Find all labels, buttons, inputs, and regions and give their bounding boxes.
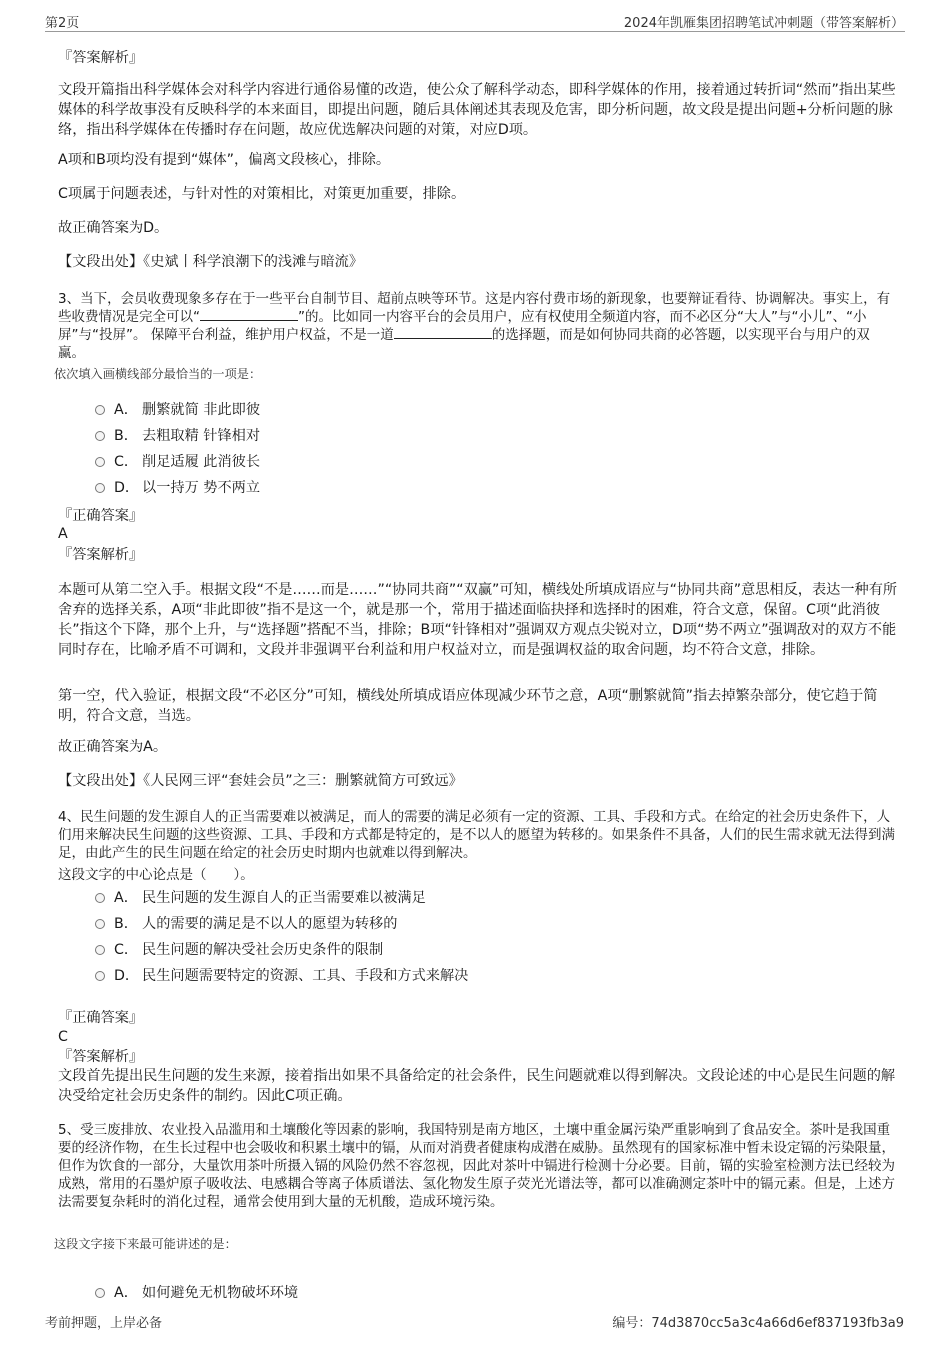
page-header (0, 0, 950, 32)
option-label: A． (114, 890, 138, 906)
q3-stem-part-3: 的选择题，而是如何协同共商的必答题，以实现平台与用户的双赢。 (58, 327, 870, 361)
option-label: C． (114, 454, 139, 470)
radio-icon[interactable] (95, 483, 105, 493)
radio-icon[interactable] (95, 431, 105, 441)
q2-analysis-p3: C项属于问题表述，与针对性的对策相比，对策更加重要，排除。 (58, 186, 466, 202)
option-text: 如何避免无机物破坏环境 (142, 1285, 299, 1301)
q3-analysis-p1: 本题可从第二空入手。根据文段“不是……而是……”“协同共商”“双赢”可知，横线处所填成语应与“协同共商”意思相反，表达一种有所舍弃的选择关系，A项“非此即彼”指不是这一个，就是那一个，常用于描述面临抉择和选择时的困难，符合文意，保留。C项“此消彼长”指这个下降，那个上升，与“选择题”搭配不当，排除；B项“针锋相对”强调双方观点尖锐对立，D项“势不两立”强调敌对的双方不能同时存在，比喻矛盾不可调和，文段并非强调平台利益和用户权益对立，而是强调权益的取舍问题，均不符合文意，排除。 (58, 582, 898, 658)
radio-icon[interactable] (95, 893, 105, 903)
q3-option-c[interactable] (95, 452, 260, 472)
q2-analysis-p1: 文段开篇指出科学媒体会对科学内容进行通俗易懂的改造，使公众了解科学动态，即科学媒体的作用，接着通过转折词“然而”指出某些媒体的科学故事没有反映科学的本来面目，即提出问题，随后具体阐述其表现及危害，即分析问题，故文段是提出问题+分析问题的脉络，指出科学媒体在传播时存在问题，故应优选解决问题的对策，对应D项。 (58, 82, 896, 138)
q3-stem-part-1: 3、当下，会员收费现象多存在于一些平台自制节目、超前点映等环节。这是内容付费市场的新现象，也要辩证看待、协调解决。事实上，有些收费情况是完全可以“ (58, 291, 891, 325)
option-label: C． (114, 942, 139, 958)
footer-document-id: 编号：74d3870cc5a3c4a66d6ef837193fb3a9 (612, 1316, 904, 1331)
q4-analysis-label: 『答案解析』 (58, 1049, 144, 1065)
q4-analysis-p1: 文段首先提出民生问题的发生来源，接着指出如果不具备给定的社会条件，民生问题就难以得到解决。文段论述的中心是民生问题的解决受给定社会历史条件的制约。因此C项正确。 (58, 1068, 896, 1104)
radio-icon[interactable] (95, 919, 105, 929)
radio-icon[interactable] (95, 457, 105, 467)
document-title: 2024年凯雁集团招聘笔试冲刺题（带答案解析） (623, 16, 904, 31)
q2-analysis-p4: 故正确答案为D。 (58, 220, 169, 236)
q3-analysis-label: 『答案解析』 (58, 547, 144, 563)
q5-option-a[interactable] (95, 1283, 298, 1303)
q4-option-c[interactable] (95, 940, 383, 960)
option-text: 民生问题的解决受社会历史条件的限制 (142, 942, 384, 958)
q4-option-a[interactable] (95, 888, 426, 908)
q3-option-b[interactable] (95, 426, 260, 446)
q3-answer-label: 『正确答案』 (58, 508, 144, 524)
q3-analysis-p3: 故正确答案为A。 (58, 739, 168, 755)
q4-answer-label: 『正确答案』 (58, 1010, 144, 1026)
q3-stem (58, 290, 896, 362)
q3-option-d[interactable] (95, 478, 260, 498)
q4-stem: 4、民生问题的发生源自人的正当需要难以被满足，而人的需要的满足必须有一定的资源、工具、手段和方式。在给定的社会历史条件下，人们用来解决民生问题的这些资源、工具、手段和方式都是特定的，是不以人的愿望为转移的。如果条件不具备，人们的民生需求就无法得到满足，由此产生的民生问题在给定的社会历史时期内也就难以得到解决。 (58, 809, 895, 861)
q3-option-a[interactable] (95, 400, 260, 420)
page-number: 第2页 (45, 16, 80, 31)
header-divider (45, 31, 905, 32)
q3-stem-part-2: ”的。比如同一内容平台的会员用户，应有权使用全频道内容，而不必区分“大人”与“小儿”、“小屏”与“投屏”。 保障平台利益，维护用户权益，不是一道 (58, 309, 867, 343)
option-text: 民生问题需要特定的资源、工具、手段和方式来解决 (142, 968, 469, 984)
option-text: 人的需要的满足是不以人的愿望为转移的 (142, 916, 398, 932)
option-label: D． (114, 480, 140, 496)
q4-prompt: 这段文字的中心论点是（ ）。 (58, 867, 254, 883)
q2-analysis-p2: A项和B项均没有提到“媒体”，偏离文段核心，排除。 (58, 152, 391, 168)
q4-option-b[interactable] (95, 914, 397, 934)
option-text: 去粗取精 针锋相对 (142, 428, 261, 444)
radio-icon[interactable] (95, 1288, 105, 1298)
option-label: B． (114, 428, 138, 444)
q3-blank-1 (200, 308, 298, 321)
option-label: D． (114, 968, 140, 984)
option-label: A． (114, 402, 138, 418)
option-text: 以一持万 势不两立 (142, 480, 261, 496)
q2-source: 【文段出处】《史斌丨科学浪潮下的浅滩与暗流》 (58, 254, 364, 270)
q3-answer: A (58, 526, 68, 542)
radio-icon[interactable] (95, 945, 105, 955)
q3-source: 【文段出处】《人民网三评“套娃会员”之三：删繁就简方可致远》 (58, 773, 463, 789)
q4-answer: C (58, 1029, 68, 1045)
q3-analysis-p2: 第一空，代入验证，根据文段“不必区分”可知，横线处所填成语应体现减少环节之意，A项“删繁就简”指去掉繁杂部分，使它趋于简明，符合文意，当选。 (58, 688, 878, 724)
q3-blank-2 (394, 326, 492, 339)
footer-slogan: 考前押题，上岸必备 (45, 1316, 163, 1331)
option-label: A． (114, 1285, 138, 1301)
q5-prompt: 这段文字接下来最可能讲述的是： (54, 1237, 237, 1251)
q2-analysis-label: 『答案解析』 (58, 50, 144, 66)
radio-icon[interactable] (95, 405, 105, 415)
radio-icon[interactable] (95, 971, 105, 981)
q4-option-d[interactable] (95, 966, 468, 986)
q5-stem: 5、受三废排放、农业投入品滥用和土壤酸化等因素的影响，我国特别是南方地区，土壤中重金属污染严重影响到了食品安全。茶叶是我国重要的经济作物，在生长过程中也会吸收和积累土壤中的镉，从而对消费者健康构成潜在威胁。虽然现有的国家标准中暂未设定镉的污染限量，但作为饮食的一部分，大量饮用茶叶所摄入镉的风险仍然不容忽视，因此对茶叶中镉进行检测十分必要。目前，镉的实验室检测方法已经较为成熟，常用的石墨炉原子吸收法、电感耦合等离子体质谱法、氢化物发生原子荧光光谱法等，都可以准确测定茶叶中的镉元素。但是，上述方法需要复杂耗时的消化过程，通常会使用到大量的无机酸，造成环境污染。 (58, 1122, 895, 1210)
option-text: 削足适履 此消彼长 (142, 454, 261, 470)
q3-prompt: 依次填入画横线部分最恰当的一项是： (54, 367, 262, 381)
option-label: B． (114, 916, 138, 932)
option-text: 删繁就简 非此即彼 (142, 402, 261, 418)
option-text: 民生问题的发生源自人的正当需要难以被满足 (142, 890, 426, 906)
